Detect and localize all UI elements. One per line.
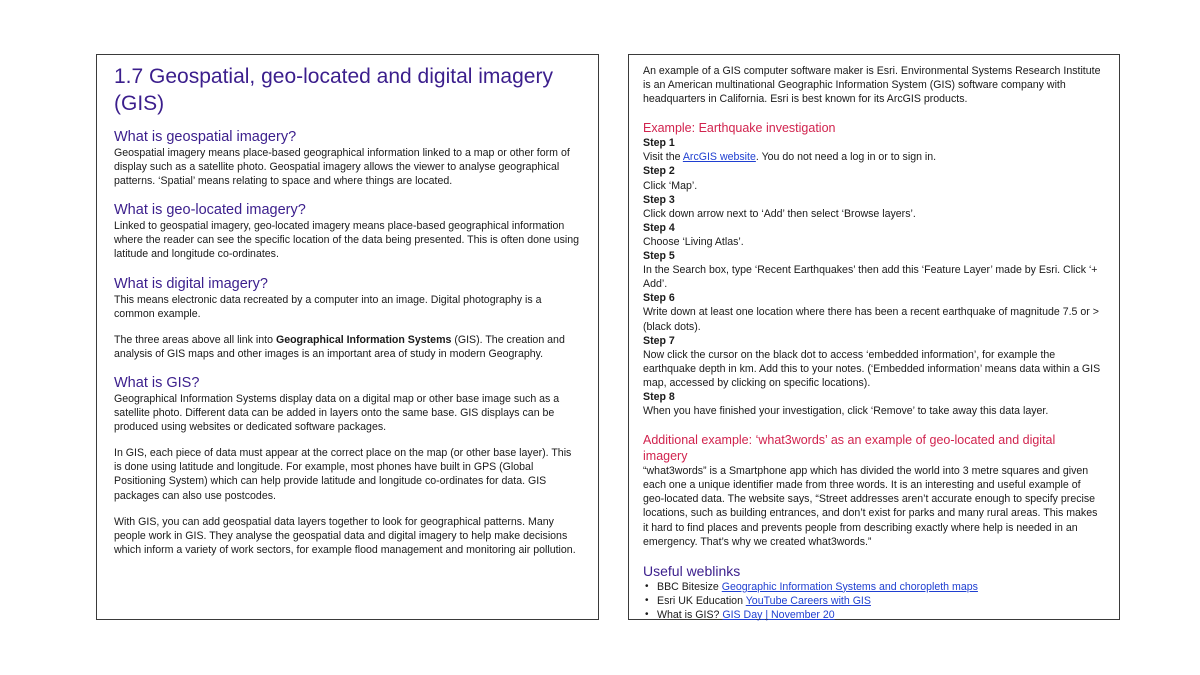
list-item (643, 594, 1103, 608)
step-label: Step 4 (643, 221, 675, 234)
step-label: Step 8 (643, 390, 675, 403)
step-text: Write down at least one location where there has been a recent earthquake of magnitude 7.5 or > (black dots). (643, 306, 1099, 333)
weblinks-heading: Useful weblinks (643, 562, 741, 579)
step-text: When you have finished your investigation, click ‘Remove’ to take away this data layer. (643, 405, 1049, 418)
bbc-bitesize-link[interactable]: Geographic Information Systems and choropleth maps (721, 580, 978, 593)
para-geo-located: Linked to geospatial imagery, geo-located imagery means place-based geographical information where the reader can see the specific location of the data being presented. This is often done using latitude and longitude co-ordinates. (114, 220, 580, 261)
para-digital: This means electronic data recreated by a computer into an image. Digital photography is a common example. (114, 293, 542, 320)
example-heading: Example: Earthquake investigation (643, 121, 836, 136)
para-geospatial: Geospatial imagery means place-based geographical information linked to a map or other form of display such as a satellite photo. Geospatial imagery allows the viewer to analyse geographical patterns. ‘Spatial’ means relating to space and where things are located. (114, 147, 570, 188)
para-gis-3: With GIS, you can add geospatial data layers together to look for geographical patterns. Many people work in GIS. They analyse the geospatial data and digital imagery to help make decisions which inform a variety of work sectors, for example flood management and monitoring air pollution. (114, 515, 576, 556)
youtube-careers-link[interactable]: YouTube Careers with GIS (745, 594, 871, 607)
para-gis-link-before: The three areas above all link into (114, 333, 276, 346)
weblink-prefix: BBC Bitesize (657, 580, 722, 593)
para-gis-link-after: (GIS). The creation and analysis of GIS maps and other images is an important area of study in modern Geography. (114, 333, 565, 360)
gis-bold-term: Geographical Information Systems (275, 333, 452, 346)
para-gis-1: Geographical Information Systems display data on a digital map or other base image such as a satellite photo. Different data can be added in layers onto the same base. GIS displays can be produced using websites or dedicated software packages. (114, 392, 560, 434)
step-text: Click down arrow next to ‘Add’ then select ‘Browse layers’. (643, 207, 916, 220)
step-label: Step 6 (643, 292, 675, 305)
step-label: Step 1 (643, 137, 675, 150)
heading-geospatial: What is geospatial imagery? (114, 129, 297, 145)
heading-what-is-gis: What is GIS? (114, 374, 200, 391)
list-item (643, 608, 1103, 622)
heading-geo-located: What is geo-located imagery? (114, 202, 306, 219)
left-page (96, 54, 599, 620)
step-label: Step 2 (643, 165, 675, 178)
list-item (643, 580, 1103, 594)
right-page (628, 54, 1120, 620)
weblinks-list (643, 580, 1103, 622)
step-text (643, 150, 1103, 164)
step-label: Step 3 (643, 193, 675, 206)
weblink-prefix: Esri UK Education (657, 594, 746, 607)
intro-esri: An example of a GIS computer software maker is Esri. Environmental Systems Research Institute is an American multinational Geographic Information System (GIS) software company with headquarters in California. Esri is best known for its ArcGIS products. (643, 65, 1101, 106)
para-gis-link (114, 333, 580, 361)
additional-example-heading: Additional example: ‘what3words’ as an example of geo-located and digital imagery (643, 433, 1056, 464)
step-text-pre: Visit the (643, 151, 683, 164)
gis-day-link[interactable]: GIS Day | November 20 (722, 608, 835, 621)
step-text: Click ‘Map’. (643, 179, 698, 192)
page-title: 1.7 Geospatial, geo-located and digital imagery (GIS) (114, 65, 553, 115)
what3words-text: “what3words” is a Smartphone app which has divided the world into 3 metre squares and given each one a unique identifier made from three words. It is an interesting and useful example of geo-located data. The website says, “Street addresses aren’t accurate enough to specify precise locations, such as building entrances, and don’t exist for parks and many rural areas. This makes it hard to find places and prevents people from describing exactly where help is needed in an emergency. That’s why we created what3words.” (643, 465, 1098, 548)
weblink-prefix: What is GIS? (657, 608, 723, 621)
arcgis-website-link[interactable]: ArcGIS website (682, 151, 756, 164)
step-text: Now click the cursor on the black dot to access ‘embedded information’, for example the earthquake depth in km. Add this to your notes. (‘Embedded information’ means data within a GIS map, accessed by clicking on specific locations). (643, 348, 1101, 389)
step-text: In the Search box, type ‘Recent Earthquakes’ then add this ‘Feature Layer’ made by Esri. Click ‘+ Add’. (643, 264, 1098, 291)
step-text: Choose ‘Living Atlas’. (643, 235, 744, 248)
step-label: Step 7 (643, 334, 675, 347)
heading-digital: What is digital imagery? (114, 275, 268, 292)
step-label: Step 5 (643, 250, 675, 263)
step-text-post: . You do not need a log in or to sign in. (755, 151, 937, 164)
para-gis-2: In GIS, each piece of data must appear at the correct place on the map (or other base layer). This is done using latitude and longitude. For example, most phones have built in GPS (Global Positioning System) which can help provide latitude and longitude co-ordinates for data. GIS packages can also use postcodes. (114, 447, 572, 502)
